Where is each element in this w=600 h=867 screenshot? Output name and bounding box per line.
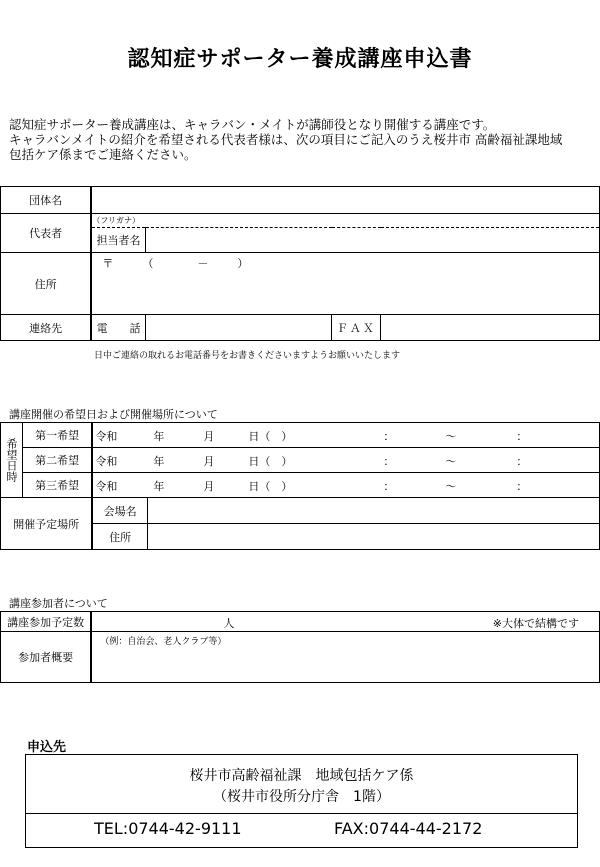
colon-text: ： [516, 480, 528, 493]
address-field[interactable] [91, 253, 599, 315]
apply-fax: FAX:0744-44-2172 [334, 819, 483, 838]
group-name-label: 団体名 [1, 187, 92, 214]
furigana-field[interactable] [145, 214, 599, 228]
intro-line-1: 認知症サポーター養成講座は、キャラバン・メイトが講師役となり開催する講座です。 [9, 117, 496, 132]
fax-field[interactable] [381, 315, 600, 341]
third-wish-label: 第三希望 [22, 473, 92, 498]
colon-text: ： [383, 480, 395, 493]
tilde-text: ～ [445, 430, 457, 443]
contact-label: 連絡先 [1, 315, 92, 341]
venue-name-label: 会場名 [92, 498, 147, 524]
intro-text [9, 117, 599, 162]
page-title: 認知症サポーター養成講座申込書 [127, 47, 473, 72]
second-wish-field[interactable] [92, 448, 599, 473]
count-note: ※大体で結構です [492, 617, 579, 630]
wish-datetime-label [1, 423, 23, 498]
apply-location: （桜井市役所分庁舎 1階） [213, 789, 390, 805]
tilde-text: ～ [445, 455, 457, 468]
colon-text: ： [383, 455, 395, 468]
postal-dash: － [197, 257, 209, 270]
second-wish-label: 第二希望 [22, 448, 92, 473]
colon-text: ： [516, 455, 528, 468]
participants-form [0, 611, 600, 683]
apply-office: 桜井市高齢福祉課 地域包括ケア係 [189, 768, 414, 784]
colon-text: ： [383, 430, 395, 443]
intro-line-3: 包括ケア係までご連絡ください。 [9, 147, 197, 162]
count-unit: 人 [223, 617, 235, 630]
era-text: 令和 [95, 480, 118, 493]
apply-heading: 申込先 [27, 740, 67, 755]
day-text: 日（ ） [248, 455, 293, 468]
apply-tel: TEL:0744-42-9111 [94, 819, 242, 838]
group-name-field[interactable] [91, 187, 599, 214]
first-wish-label: 第一希望 [22, 423, 92, 448]
postal-open-paren: （ [142, 257, 154, 270]
venue-address-label: 住所 [92, 524, 147, 550]
intro-line-2: キャラバンメイトの紹介を希望される代表者様は、次の項目にご記入のうえ桜井市 高齢福祉課地域 [9, 132, 563, 147]
first-wish-field[interactable] [92, 423, 599, 448]
year-text: 年 [153, 430, 165, 443]
venue-name-field[interactable] [147, 498, 599, 524]
schedule-form [0, 422, 600, 550]
overview-field[interactable] [91, 632, 599, 683]
phone-note: 日中ご連絡の取れるお電話番号をお書きくださいますようお願いいたします [94, 351, 401, 361]
participant-count-label: 講座参加予定数 [1, 612, 92, 632]
day-text: 日（ ） [248, 430, 293, 443]
representative-label: 代表者 [1, 214, 92, 253]
venue-label: 開催予定場所 [1, 498, 93, 550]
year-text: 年 [153, 455, 165, 468]
fax-label: ＦＡＸ [332, 315, 381, 341]
tilde-text: ～ [445, 480, 457, 493]
apply-box [25, 754, 578, 848]
wish-datetime-text: 希望日時 [4, 438, 18, 482]
phone-field[interactable] [145, 315, 332, 341]
postal-close-paren: ） [237, 257, 249, 270]
month-text: 月 [203, 430, 215, 443]
year-text: 年 [153, 480, 165, 493]
apply-divider [26, 813, 577, 814]
month-text: 月 [203, 480, 215, 493]
era-text: 令和 [95, 455, 118, 468]
phone-label: 電 話 [91, 315, 145, 341]
address-label: 住所 [1, 253, 92, 315]
person-in-charge-field[interactable] [145, 228, 599, 253]
postal-mark: 〒 [102, 257, 114, 270]
third-wish-field[interactable] [92, 473, 599, 498]
participants-heading: 講座参加者について [9, 597, 108, 610]
participant-count-field[interactable] [91, 612, 599, 632]
schedule-heading: 講座開催の希望日および開催場所について [9, 408, 218, 421]
applicant-form [0, 186, 600, 341]
overview-example: （例：自治会、老人クラブ等） [100, 637, 227, 647]
day-text: 日（ ） [248, 480, 293, 493]
month-text: 月 [203, 455, 215, 468]
overview-label: 参加者概要 [1, 632, 92, 683]
venue-address-field[interactable] [147, 524, 599, 550]
colon-text: ： [516, 430, 528, 443]
person-in-charge-label: 担当者名 [91, 228, 145, 253]
era-text: 令和 [95, 430, 118, 443]
furigana-label: （フリガナ） [91, 214, 145, 228]
